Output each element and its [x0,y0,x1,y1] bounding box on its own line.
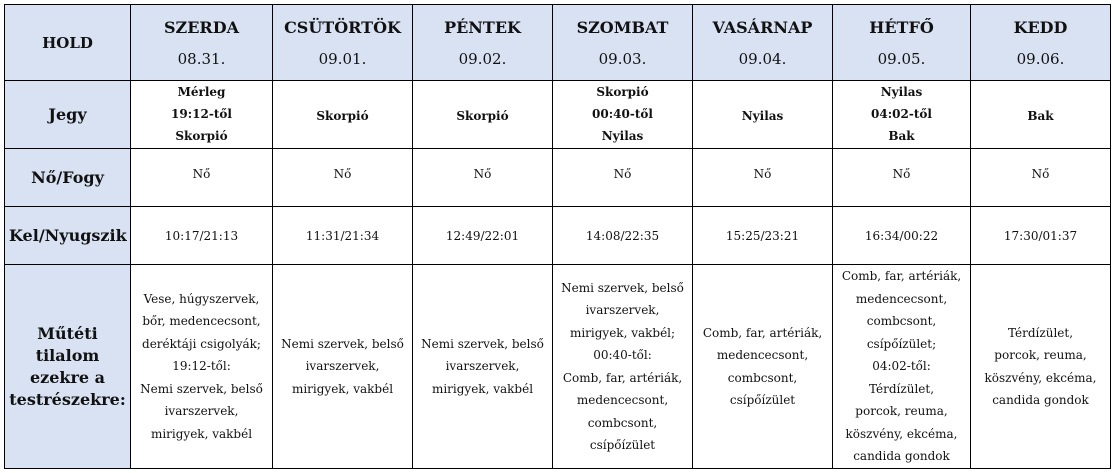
surgery-cell [833,265,971,469]
surgery-line: medencecsont, [716,348,809,362]
surgery-line: Nemi szervek, belső [421,336,544,351]
surgery-line: 00:40-től: [593,348,652,362]
surgery-line: combcsont, [727,370,798,385]
moon-calendar-table [4,4,1111,469]
surgery-line: Nemi szervek, belső [281,336,404,351]
surgery-line: csípőízület [729,393,796,407]
day-name: HÉTFŐ [869,17,934,37]
sign-cell [971,81,1111,149]
phase-cell: Nő [553,149,693,207]
day-date: 09.02. [458,49,507,68]
header-row [5,5,1111,81]
surgery-line: porcok, reuma, [855,404,948,419]
surgery-line: combcsont, [866,314,937,329]
surgery-line: Comb, far, artériák, [841,269,962,284]
rise-set-cell: 17:30/01:37 [971,207,1111,265]
surgery-line: 19:12-től: [172,359,231,374]
surgery-line: ivarszervek, [164,404,239,419]
surgery-line: porcok, reuma, [994,348,1087,362]
surgery-line: köszvény, ekcéma, [845,426,958,441]
surgery-line: candida gondok [992,393,1089,407]
surgery-line: candida gondok [853,449,950,464]
day-header [131,5,273,81]
sign-line: Bak [888,129,915,143]
surgery-line: deréktáji csigolyák; [142,336,261,351]
surgery-line: Térdízület, [1007,325,1074,340]
sign-line: Skorpió [316,109,369,123]
surgery-line: csípőízület [589,438,656,452]
day-name: VASÁRNAP [712,17,813,37]
surgery-line: Térdízület, [868,381,935,396]
sign-row [5,81,1111,149]
surgery-line: mirigyek, vakbél [150,426,253,441]
row-label-line: testrészekre: [9,389,126,409]
day-name: KEDD [1013,17,1068,37]
phase-cell: Nő [971,149,1111,207]
surgery-line: mirigyek, vakbél [431,381,534,396]
sign-cell [131,81,273,149]
day-date: 09.03. [598,49,647,68]
sign-line: 19:12-től [171,107,232,121]
surgery-line: csípőízület; [866,336,937,351]
surgery-line: mirigyek, vakbél [291,381,394,396]
day-header [553,5,693,81]
row-label-surgery [5,265,131,469]
surgery-cell [553,265,693,469]
surgery-line: mirigyek, vakbél; [569,325,676,340]
sign-line: 00:40-től [592,107,653,121]
surgery-line: medencecsont, [855,291,948,306]
sign-cell [553,81,693,149]
sign-line: Bak [1027,109,1054,123]
row-label-line: Műtéti tilalom [35,323,100,365]
sign-line: Mérleg [177,85,226,99]
surgery-line: Nemi szervek, belső [140,381,263,396]
sign-cell [833,81,971,149]
sign-line: Skorpió [456,109,509,123]
surgery-line: medencecsont, [576,393,669,407]
day-header [273,5,413,81]
day-date: 09.05. [877,49,926,68]
phase-cell: Nő [693,149,833,207]
phase-cell: Nő [273,149,413,207]
surgery-line: Comb, far, artériák, [562,370,683,385]
sign-cell [693,81,833,149]
day-date: 09.01. [318,49,367,68]
sign-line: Skorpió [175,129,228,143]
sign-cell [413,81,553,149]
rise-set-cell: 14:08/22:35 [553,207,693,265]
sign-line: Nyilas [741,109,784,123]
day-header [833,5,971,81]
surgery-line: ivarszervek, [305,359,380,374]
surgery-cell [413,265,553,469]
sign-line: 04:02-től [871,107,932,121]
surgery-line: ivarszervek, [585,303,660,317]
day-date: 08.31. [177,49,226,68]
rise-set-cell: 11:31/21:34 [273,207,413,265]
surgery-line: Comb, far, artériák, [702,325,823,340]
row-label-phase: Nő/Fogy [5,149,131,207]
day-name: CSÜTÖRTÖK [284,17,401,37]
day-header [971,5,1111,81]
rise-set-cell: 10:17/21:13 [131,207,273,265]
sign-cell [273,81,413,149]
surgery-row [5,265,1111,469]
phase-cell: Nő [833,149,971,207]
rise-set-row [5,207,1111,265]
day-date: 09.04. [738,49,787,68]
day-name: PÉNTEK [444,17,521,37]
surgery-line: Nemi szervek, belső [561,280,684,295]
surgery-line: köszvény, ekcéma, [984,370,1097,385]
surgery-line: combcsont, [587,415,658,430]
phase-row [5,149,1111,207]
sign-line: Nyilas [601,129,644,143]
day-header [413,5,553,81]
row-label-sign: Jegy [5,81,131,149]
surgery-line: ivarszervek, [445,359,520,374]
row-label-line: ezekre a [29,367,106,387]
rise-set-cell: 16:34/00:22 [833,207,971,265]
day-name: SZERDA [163,17,239,37]
phase-cell: Nő [131,149,273,207]
rise-set-cell: 15:25/23:21 [693,207,833,265]
row-label-rise-set: Kel/Nyugszik [5,207,131,265]
surgery-cell [971,265,1111,469]
corner-header: HOLD [5,5,131,81]
surgery-cell [131,265,273,469]
day-name: SZOMBAT [576,17,669,37]
surgery-line: Vese, húgyszervek, [143,291,260,306]
surgery-line: bőr, medencecsont, [142,314,261,329]
surgery-line: 04:02-től: [872,359,931,374]
surgery-cell [273,265,413,469]
sign-line: Skorpió [596,85,649,99]
day-header [693,5,833,81]
phase-cell: Nő [413,149,553,207]
rise-set-cell: 12:49/22:01 [413,207,553,265]
sign-line: Nyilas [880,85,923,99]
day-date: 09.06. [1016,49,1065,68]
surgery-cell [693,265,833,469]
